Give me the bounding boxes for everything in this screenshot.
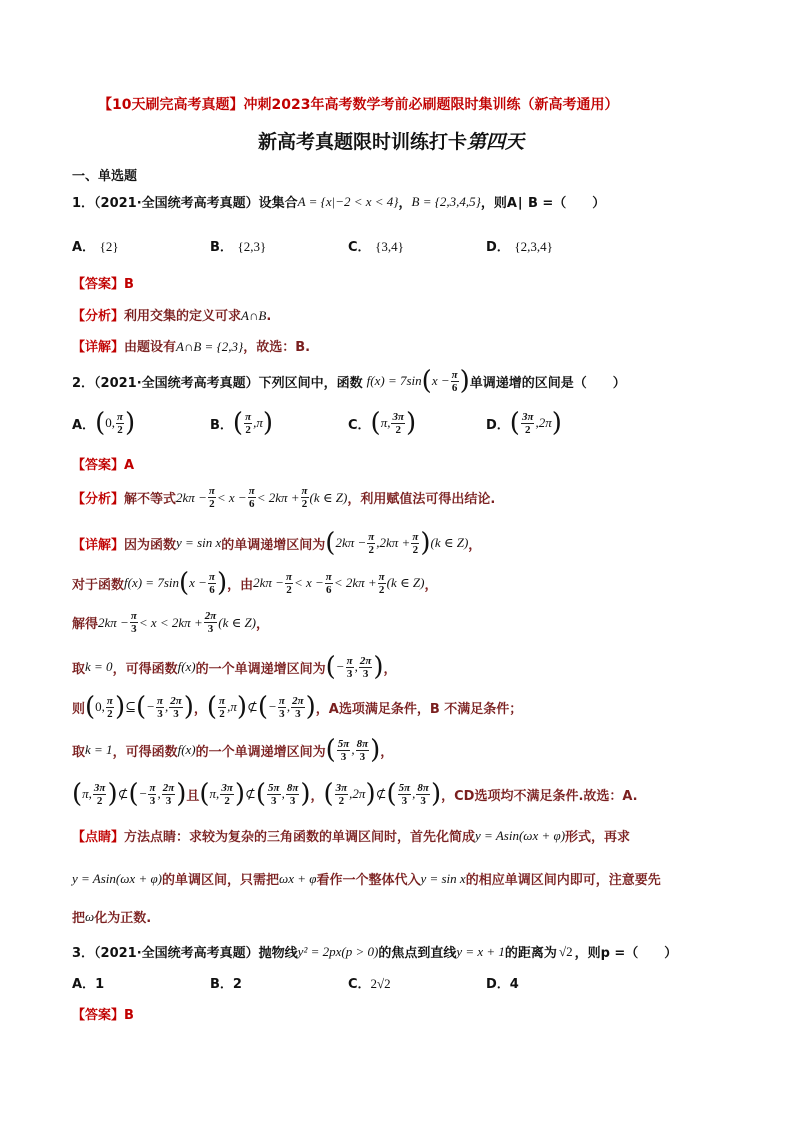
q1-set-a: A = {x|−2 < x < 4} — [297, 193, 399, 209]
q1-stem-prefix: 1．（2021·全国统考高考真题）设集合 — [72, 196, 298, 211]
detail-text: 解得 — [72, 617, 99, 632]
detail-text-2: ，由 — [227, 577, 254, 593]
tip-omega-x: ωx + φ — [279, 870, 317, 886]
q3-answer — [72, 1004, 134, 1023]
tip-text-2: 看作一个整体代入 — [316, 873, 421, 888]
q1-answer — [72, 273, 134, 292]
q1-analysis — [72, 305, 271, 324]
q3-stem — [72, 942, 677, 961]
tip-text-3: 的相应单调区间内即可，注意要先 — [465, 873, 661, 888]
detail-tag: 【详解】 — [72, 340, 125, 355]
analysis-end: . — [266, 309, 272, 324]
q3-parabola: y² = 2px(p > 0) — [297, 943, 379, 959]
detail-text: 取 — [72, 661, 86, 677]
q1-stem — [72, 192, 605, 211]
q2-tip-1 — [72, 826, 630, 845]
option-label: C． — [348, 417, 371, 433]
detail-text-2: ，可得函数 — [112, 661, 178, 677]
detail-text: 取 — [72, 744, 86, 760]
q2-stem-suffix: 单调递增的区间是（ ） — [469, 375, 626, 391]
q2-option-a[interactable]: A． ( 0, $\frac{\pi}{2}$ ) — [72, 408, 136, 438]
and-text: 且 — [186, 788, 200, 804]
option-value: {2,3,4} — [514, 239, 553, 254]
k-value: k = 1 — [85, 742, 113, 757]
q3-option-d[interactable] — [486, 973, 519, 992]
q1-option-b[interactable] — [210, 236, 266, 255]
detail-math: A∩B = {2,3} — [176, 339, 244, 354]
option-label: A． — [72, 977, 96, 992]
answer-tag: 【答案】 — [72, 277, 125, 292]
analysis-tag: 【分析】 — [72, 309, 125, 324]
answer-value: B — [124, 277, 134, 292]
option-label: A． — [72, 417, 96, 433]
detail-text-2: A选项满足条件，B 不满足条件； — [328, 701, 523, 717]
option-label: C． — [348, 240, 371, 255]
section-heading: 一、单选题 — [72, 169, 138, 184]
tip-formula: y = Asin(ωx + φ) — [72, 870, 162, 886]
q2-answer — [72, 454, 134, 473]
answer-tag: 【答案】 — [72, 1008, 125, 1023]
q2-tip-3 — [72, 907, 151, 926]
detail-text: 因为函数 — [124, 537, 177, 553]
answer-value: A — [124, 458, 135, 473]
option-value: 4 — [509, 977, 519, 992]
detail-text: 对于函数 — [72, 577, 125, 593]
q3-distance: √2 — [558, 943, 573, 959]
q1-detail — [72, 336, 310, 355]
q2-detail-3: 解得 2kπ − $\frac{\pi}{3}$ < x < 2kπ + $\frac{2\pi}{3}$ (k ∈ Z) ， — [72, 610, 270, 635]
tip-text: 把 — [72, 911, 86, 926]
option-label: D． — [486, 240, 510, 255]
q3-stem-suffix: ，则p =（ ） — [574, 946, 678, 961]
q2-tip-2 — [72, 869, 661, 888]
q3-stem-mid2: 的距离为 — [504, 946, 557, 961]
q1-comma: ， — [398, 196, 412, 211]
analysis-text: 解不等式 — [124, 492, 177, 507]
detail-tag: 【详解】 — [72, 537, 125, 553]
k-value: k = 0 — [85, 659, 113, 674]
analysis-tag: 【分析】 — [72, 492, 125, 507]
option-value: {2,3} — [237, 239, 267, 254]
q2-option-c[interactable]: C． ( π, $\frac{3\pi}{2}$ ) — [348, 408, 417, 438]
option-label: C． — [348, 977, 371, 992]
q3-option-a[interactable] — [72, 973, 104, 992]
title-main: 新高考真题限时训练打卡 — [258, 131, 468, 153]
q2-detail-6: 取 k = 1 ，可得函数 f(x) 的一个单调递增区间为 ( $\frac{5\pi}{3}$ , $\frac{8\pi}{3}$ ) ， — [72, 735, 394, 765]
frac-pi-6: $\frac{\pi}{6}$ — [451, 368, 458, 394]
tip-text-2: 化为正数. — [94, 911, 152, 926]
q1-option-d[interactable] — [486, 236, 553, 255]
tip-text-2: 形式，再求 — [565, 830, 631, 845]
detail-sin: y = sin x — [176, 535, 222, 550]
analysis-text-end: ，利用赋值法可得出结论. — [347, 492, 496, 507]
detail-text: 由题设有 — [124, 340, 177, 355]
page-title — [258, 127, 524, 154]
q1-option-c[interactable] — [348, 236, 404, 255]
q1-option-a[interactable] — [72, 236, 119, 255]
option-value: {2} — [99, 239, 119, 254]
q1-set-b: B = {2,3,4,5} — [411, 193, 481, 209]
q2-option-d[interactable]: D． ( $\frac{3\pi}{2}$ ,2π ) — [486, 408, 562, 438]
q2-detail-1: 【详解】 因为函数 y = sin x 的单调递增区间为 ( 2kπ − $\frac{\pi}{2}$ ,2kπ + $\frac{\pi}{2}$ ) (k ∈ Z) ， — [72, 528, 482, 558]
option-label: B． — [210, 417, 233, 433]
tip-tag: 【点睛】 — [72, 830, 125, 845]
tip-text: 的单调区间，只需把 — [162, 873, 280, 888]
detail-text-end: CD选项均不满足条件.故选：A. — [454, 788, 638, 804]
tip-omega: ω — [85, 908, 95, 924]
answer-tag: 【答案】 — [72, 458, 125, 473]
detail-text: 则 — [72, 701, 86, 717]
doc-subtitle: 【10天刷完高考真题】冲刺2023年高考数学考前必刷题限时集训练（新高考通用） — [98, 97, 619, 113]
analysis-math: A∩B — [241, 308, 267, 323]
option-label: A． — [72, 240, 96, 255]
q3-line: y = x + 1 — [456, 943, 505, 959]
answer-value: B — [124, 1008, 134, 1023]
q3-option-b[interactable] — [210, 973, 242, 992]
q2-detail-2: 对于函数 f(x) = 7sin ( x − $\frac{\pi}{6}$ ) ，由 2kπ − $\frac{\pi}{2}$ < x − $\frac{\pi}{6}$ < 2kπ + $\frac{\pi}{2}$ (k ∈ Z) ， — [72, 568, 438, 598]
q2-option-b[interactable]: B． ( $\frac{\pi}{2}$ ,π ) — [210, 408, 274, 438]
q2-detail-4: 取 k = 0 ，可得函数 f(x) 的一个单调递增区间为 ( − $\frac{\pi}{3}$ , $\frac{2\pi}{3}$ ) ， — [72, 652, 397, 682]
tip-text: 方法点睛：求较为复杂的三角函数的单调区间时，首先化简成 — [124, 830, 476, 845]
detail-text-2: 的单调递增区间为 — [221, 537, 326, 553]
q2-detail-7: ( π, $\frac{3\pi}{2}$ ) ⊄ ( − $\frac{\pi}{3}$ , $\frac{2\pi}{3}$ ) 且 ( π, $\frac{3\pi}{2}$ ) ⊄ ( $\frac{5\pi}{3}$ , $\frac{8\pi}{3}$ ) ， ( $\frac{3\pi}{2}$ ,2π ) ⊄ ( $\frac{5\pi}{3}$ , $\frac{8\pi}{3}$ ) ， CD选项均不满足条件.故选：A. — [72, 779, 638, 809]
tip-formula: y = Asin(ωx + φ) — [475, 827, 566, 843]
q1-stem-suffix: ，则A∣ B =（ ） — [480, 196, 606, 211]
option-value: 2√2 — [370, 976, 391, 991]
option-label: B． — [210, 240, 233, 255]
option-value: 2 — [232, 977, 242, 992]
detail-text-end: ，故选：B. — [243, 340, 311, 355]
option-label: D． — [486, 977, 510, 992]
option-label: D． — [486, 417, 510, 433]
q2-analysis: 【分析】 解不等式 2kπ − $\frac{\pi}{2}$ < x − $\frac{\pi}{6}$ < 2kπ + $\frac{\pi}{2}$ (k ∈ Z) ，利用赋值法可得出结论. — [72, 485, 496, 510]
detail-text-2: ，可得函数 — [112, 744, 178, 760]
q2-detail-5: 则 ( 0, $\frac{\pi}{2}$ ) ⊆ ( − $\frac{\pi}{3}$ , $\frac{2\pi}{3}$ ) ， ( $\frac{\pi}{2}$ ,π ) ⊄ ( − $\frac{\pi}{3}$ , $\frac{2\pi}{3}$ ) ， A选项满足条件，B 不满足条件； — [72, 692, 523, 722]
q2-stem-prefix: 2．（2021·全国统考高考真题）下列区间中，函数 — [72, 375, 363, 391]
tip-sin: y = sin x — [420, 870, 466, 886]
detail-text-3: 的一个单调递增区间为 — [195, 661, 326, 677]
q3-option-c[interactable] — [348, 973, 391, 992]
q3-stem-prefix: 3．（2021·全国统考高考真题）抛物线 — [72, 946, 298, 961]
option-value: {3,4} — [375, 239, 404, 254]
option-value: 1 — [95, 977, 105, 992]
q3-stem-mid: 的焦点到直线 — [378, 946, 457, 961]
detail-text-3: 的一个单调递增区间为 — [195, 744, 326, 760]
option-label: B． — [210, 977, 233, 992]
title-italic: 第四天 — [467, 131, 525, 153]
q2-func: f(x) = 7sin — [366, 373, 422, 388]
q2-stem: 2．（2021·全国统考高考真题）下列区间中，函数 f(x) = 7sin ( x − $\frac{\pi}{6}$ ) 单调递增的区间是（ ） — [72, 366, 626, 396]
analysis-text: 利用交集的定义可求 — [124, 309, 242, 324]
